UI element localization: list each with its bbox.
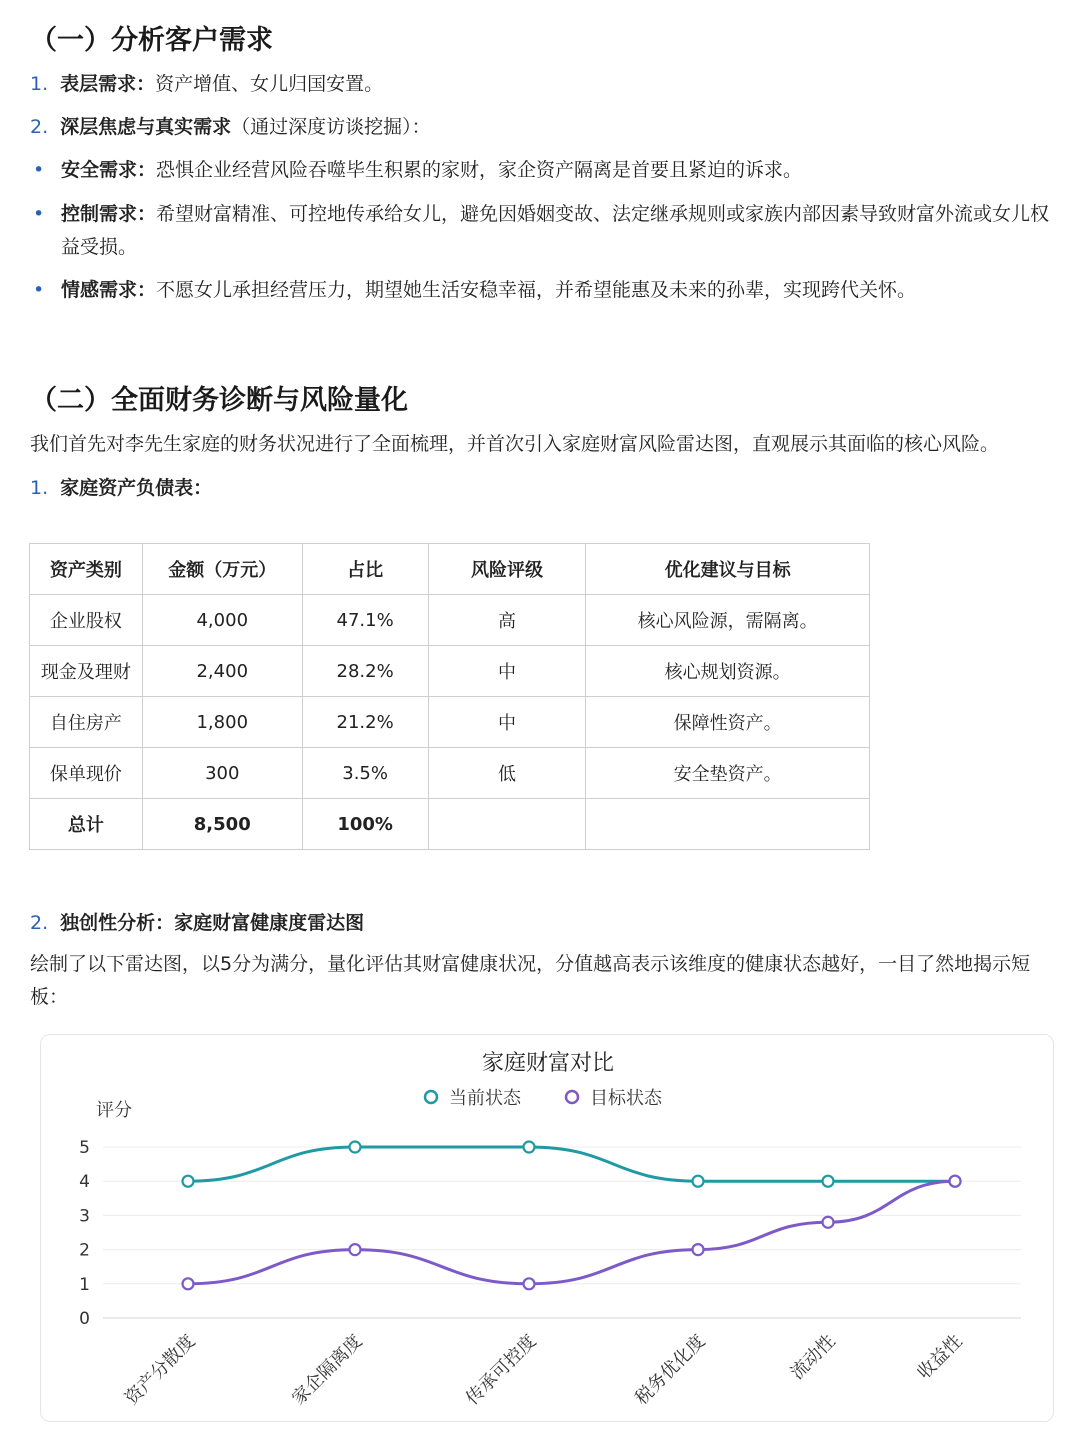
table-cell: 47.1%: [302, 595, 428, 646]
table-cell: 现金及理财: [30, 646, 143, 697]
balance-sheet-item: [30, 473, 212, 503]
data-point-current: [183, 1176, 194, 1187]
bullet-dot: •: [33, 203, 45, 225]
table-cell: 28.2%: [302, 646, 428, 697]
data-point-target: [524, 1278, 535, 1289]
table-cell: 中: [428, 697, 586, 748]
table-row: [30, 646, 870, 697]
y-tick-label: 2: [79, 1240, 90, 1261]
chart-svg: [41, 1035, 1053, 1421]
data-point-target: [693, 1244, 704, 1255]
bullet-control-need: [30, 198, 1060, 264]
bullet-emotional-need: [30, 274, 1060, 307]
header-cell: 占比: [302, 544, 428, 595]
item-label: 家庭资产负债表：: [60, 477, 213, 499]
need-item-deep: [30, 112, 431, 142]
bullet-text: 希望财富精准、可控地传承给女儿，避免因婚姻变故、法定继承规则或家族内部因素导致财富外流或女儿权益受损。: [61, 203, 1050, 258]
list-number: 2.: [30, 912, 49, 934]
table-cell: 21.2%: [302, 697, 428, 748]
bullet-label: 安全需求：: [61, 159, 157, 181]
bullet-label: 控制需求：: [61, 203, 157, 225]
data-point-target: [950, 1176, 961, 1187]
legend-marker-current: [425, 1091, 437, 1103]
header-cell: 资产类别: [30, 544, 143, 595]
table-cell: 自住房产: [30, 697, 143, 748]
header-cell: 金额（万元）: [142, 544, 302, 595]
chart-grid: [103, 1147, 1021, 1318]
table-cell: 保单现价: [30, 748, 143, 799]
table-cell: 总计: [30, 799, 143, 850]
data-point-target: [350, 1244, 361, 1255]
list-number: 2.: [30, 116, 49, 138]
x-tick-label: 家企隔离度: [288, 1330, 367, 1410]
data-point-target: [183, 1278, 194, 1289]
bullet-text: 恐惧企业经营风险吞噬毕生积累的家财，家企资产隔离是首要且紧迫的诉求。: [156, 159, 803, 181]
list-number: 1.: [30, 477, 49, 499]
section-1-heading: （一）分析客户需求: [30, 25, 273, 56]
chart-title: 家庭财富对比: [481, 1051, 615, 1076]
x-tick-label: 资产分散度: [121, 1330, 200, 1410]
chart-intro: 绘制了以下雷达图，以5分为满分，量化评估其财富健康状况，分值越高表示该维度的健康状态越好，一目了然地揭示短板：: [30, 953, 1031, 1008]
header-cell: 风险评级: [428, 544, 586, 595]
legend-label-current: 当前状态: [449, 1088, 521, 1109]
table-cell: 4,000: [142, 595, 302, 646]
x-tick-label: 税务优化度: [631, 1330, 710, 1410]
legend-label-target: 目标状态: [590, 1088, 662, 1109]
x-tick-label: 流动性: [786, 1330, 840, 1384]
data-point-current: [350, 1142, 361, 1153]
bullet-text: 不愿女儿承担经营压力，期望她生活安稳幸福，并希望能惠及未来的孙辈，实现跨代关怀。: [156, 279, 917, 301]
header-cell: 优化建议与目标: [586, 544, 870, 595]
table-cell: 100%: [302, 799, 428, 850]
table-cell: 保障性资产。: [586, 697, 870, 748]
table-cell: 低: [428, 748, 586, 799]
table-cell: 1,800: [142, 697, 302, 748]
table-cell: 3.5%: [302, 748, 428, 799]
series-line-current: [188, 1147, 955, 1181]
need-item-surface: [30, 69, 383, 99]
table-cell: 8,500: [142, 799, 302, 850]
y-axis-ticks: [79, 1138, 90, 1329]
table-header-row: [30, 544, 870, 595]
table-cell: 核心规划资源。: [586, 646, 870, 697]
table-row: [30, 748, 870, 799]
table-cell: [586, 799, 870, 850]
x-tick-label: 收益性: [913, 1330, 967, 1384]
chart-legend: [425, 1088, 663, 1109]
table-cell: 300: [142, 748, 302, 799]
table-cell: 2,400: [142, 646, 302, 697]
y-tick-label: 5: [79, 1138, 90, 1158]
bullet-label: 情感需求：: [61, 279, 157, 301]
item-label: 深层焦虑与真实需求: [60, 116, 232, 138]
y-tick-label: 3: [79, 1206, 90, 1227]
table-cell: 安全垫资产。: [586, 748, 870, 799]
legend-marker-target: [566, 1091, 578, 1103]
wealth-comparison-chart: [40, 1034, 1054, 1422]
y-tick-label: 0: [79, 1309, 90, 1329]
table-row: [30, 595, 870, 646]
y-tick-label: 4: [79, 1172, 90, 1193]
item-text: 资产增值、女儿归国安置。: [155, 73, 384, 95]
data-point-current: [693, 1176, 704, 1187]
y-tick-label: 1: [79, 1274, 90, 1295]
item-label: 独创性分析：家庭财富健康度雷达图: [60, 912, 365, 934]
bullet-safety-need: [30, 154, 1060, 187]
item-text: （通过深度访谈挖掘）：: [231, 116, 431, 138]
table-row: [30, 697, 870, 748]
table-cell: 核心风险源，需隔离。: [586, 595, 870, 646]
table-total-row: [30, 799, 870, 850]
item-label: 表层需求：: [60, 73, 156, 95]
x-tick-label: 传承可控度: [462, 1330, 541, 1410]
data-point-target: [823, 1217, 834, 1228]
series-line-target: [188, 1181, 955, 1284]
table-cell: 中: [428, 646, 586, 697]
table-cell: [428, 799, 586, 850]
balance-sheet-table: [29, 543, 870, 850]
bullet-dot: •: [33, 159, 45, 181]
table-cell: 企业股权: [30, 595, 143, 646]
table-cell: 高: [428, 595, 586, 646]
data-point-current: [524, 1142, 535, 1153]
radar-analysis-item: [30, 908, 364, 938]
section-2-intro: 我们首先对李先生家庭的财务状况进行了全面梳理，并首次引入家庭财富风险雷达图，直观展示其面临的核心风险。: [30, 433, 1000, 455]
section-2-heading: （二）全面财务诊断与风险量化: [30, 385, 408, 416]
x-axis-ticks: [121, 1331, 966, 1409]
y-axis-label: 评分: [96, 1100, 132, 1121]
data-point-current: [823, 1176, 834, 1187]
bullet-dot: •: [33, 279, 45, 301]
list-number: 1.: [30, 73, 49, 95]
